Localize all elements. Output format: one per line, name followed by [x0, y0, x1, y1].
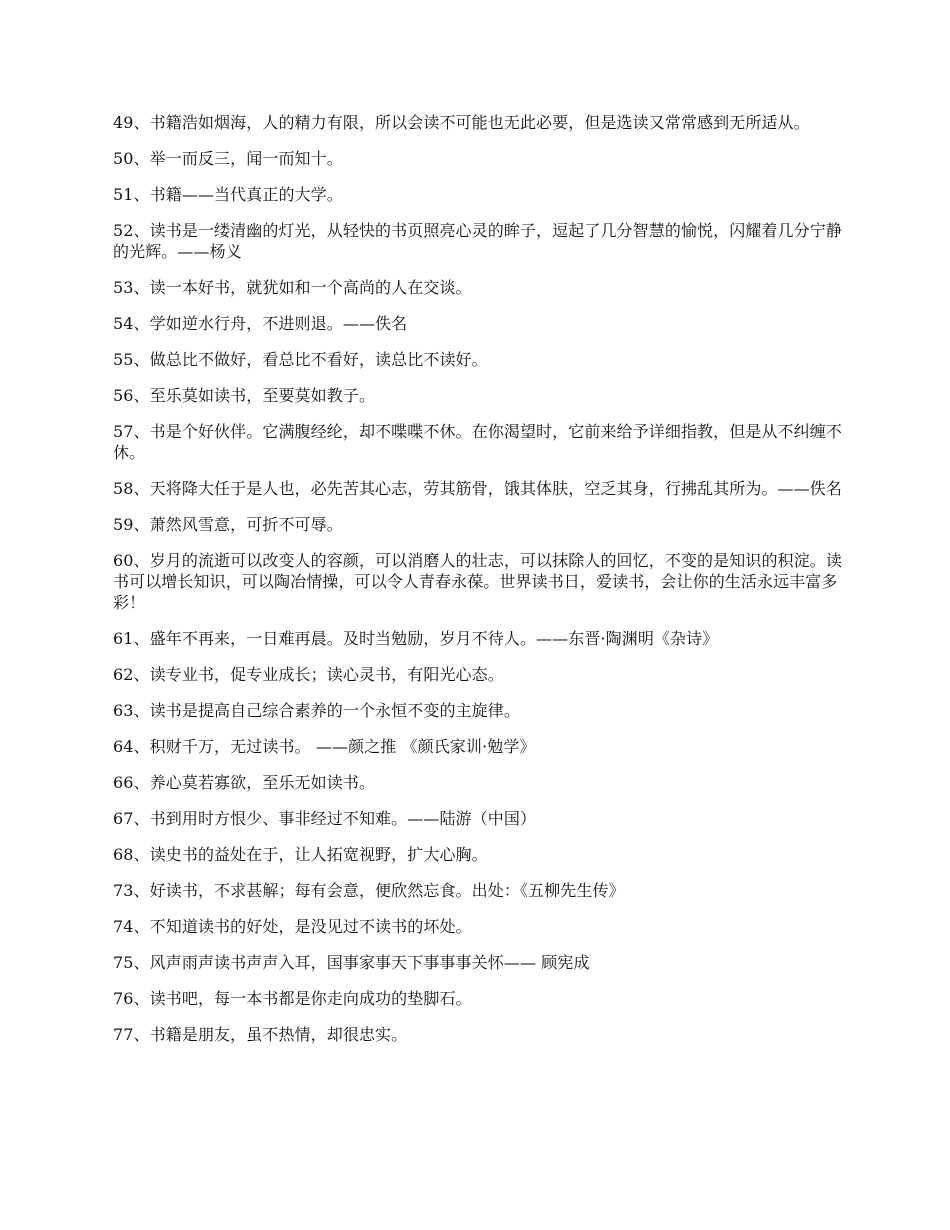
quote-74: 74、不知道读书的好处，是没见过不读书的坏处。: [113, 917, 472, 936]
quote-57: 57、书是个好伙伴。它满腹经纶，却不喋喋不休。在你渴望时，它前来给予详细指教，但是从不纠缠不休。: [113, 422, 842, 462]
quote-49: 49、书籍浩如烟海，人的精力有限，所以会读不可能也无此必要，但是选读又常常感到无所适从。: [113, 113, 810, 132]
quote-66: 66、养心莫若寡欲，至乐无如读书。: [113, 773, 376, 792]
quote-63: 63、读书是提高自己综合素养的一个永恒不变的主旋律。: [113, 701, 520, 720]
quote-68: 68、读史书的益处在于，让人拓宽视野，扩大心胸。: [113, 845, 488, 864]
quote-51: 51、书籍——当代真正的大学。: [113, 185, 343, 204]
quote-75: 75、风声雨声读书声声入耳，国事家事天下事事事关怀—— 顾宪成: [113, 953, 590, 972]
quote-50: 50、举一而反三，闻一而知十。: [113, 149, 343, 168]
quote-62: 62、读专业书，促专业成长；读心灵书，有阳光心态。: [113, 665, 504, 684]
quote-58: 58、天将降大任于是人也，必先苦其心志，劳其筋骨，饿其体肤，空乏其身，行拂乱其所为。——佚名: [113, 479, 842, 498]
quote-54: 54、学如逆水行舟，不进则退。——佚名: [113, 314, 408, 333]
quote-77: 77、书籍是朋友，虽不热情，却很忠实。: [113, 1025, 408, 1044]
quote-64: 64、积财千万，无过读书。 ——颜之推 《颜氏家训·勉学》: [113, 737, 536, 756]
quote-73: 73、好读书，不求甚解；每有会意，便欣然忘食。出处：《五柳先生传》: [113, 881, 625, 900]
quote-76: 76、读书吧，每一本书都是你走向成功的垫脚石。: [113, 989, 472, 1008]
quote-60: 60、岁月的流逝可以改变人的容颜，可以消磨人的壮志，可以抹除人的回忆，不变的是知识的积淀。读书可以增长知识，可以陶冶情操，可以令人青春永葆。世界读书日，爱读书，会让你的生活永远丰富多彩！: [113, 551, 842, 612]
quote-53: 53、读一本好书，就犹如和一个高尚的人在交谈。: [113, 278, 472, 297]
quote-59: 59、萧然风雪意，可折不可辱。: [113, 515, 343, 534]
quote-52: 52、读书是一缕清幽的灯光，从轻快的书页照亮心灵的眸子，逗起了几分智慧的愉悦，闪耀着几分宁静的光辉。——杨义: [113, 221, 842, 261]
quote-67: 67、书到用时方恨少、事非经过不知难。——陆游（中国）: [113, 809, 537, 828]
quote-55: 55、做总比不做好，看总比不看好，读总比不读好。: [113, 350, 488, 369]
document-body: [113, 112, 843, 1060]
quote-61: 61、盛年不再来，一日难再晨。及时当勉励，岁月不待人。——东晋·陶渊明《杂诗》: [113, 629, 719, 648]
quote-56: 56、至乐莫如读书，至要莫如教子。: [113, 386, 376, 405]
